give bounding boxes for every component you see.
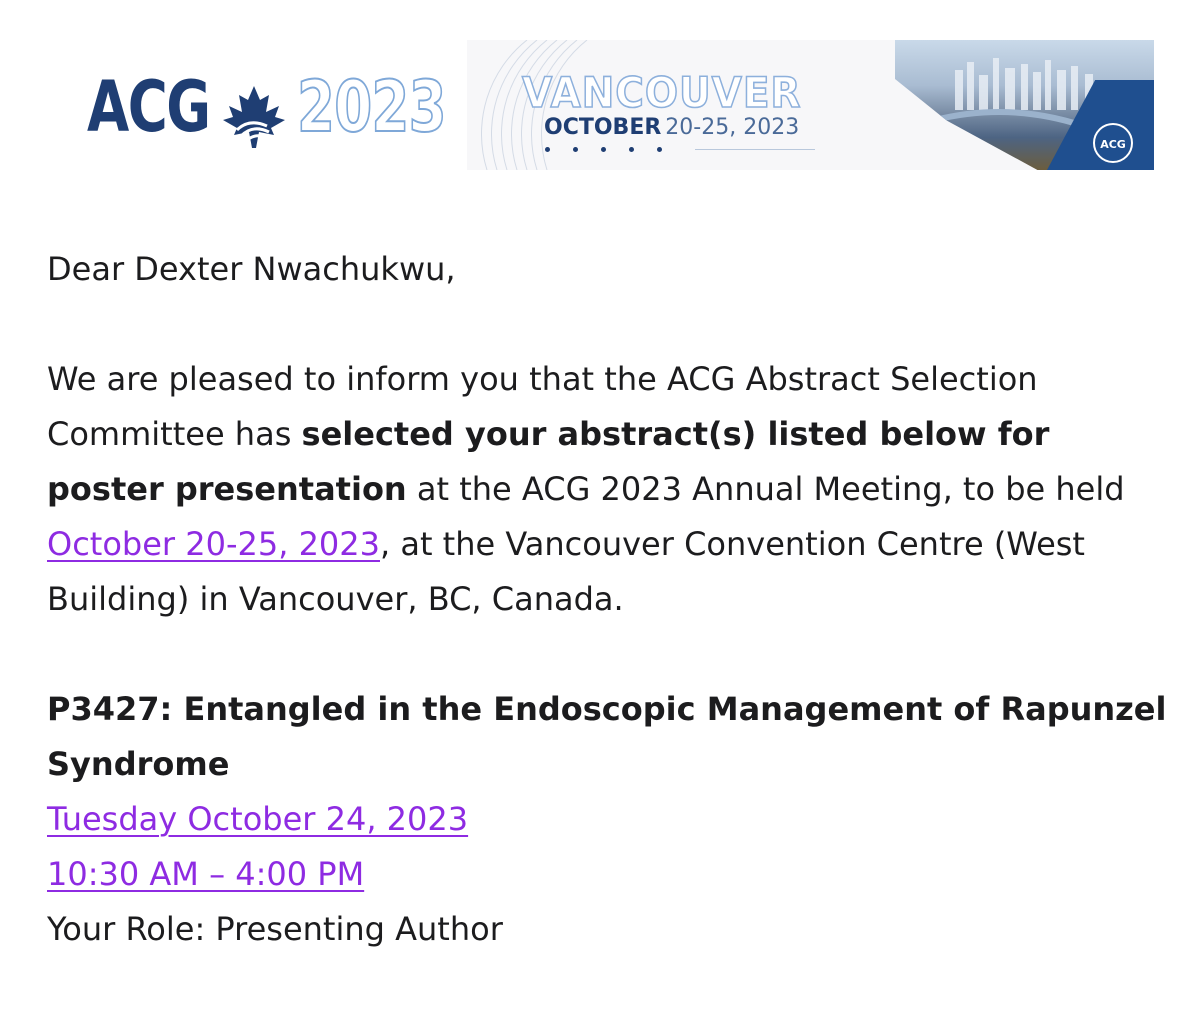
session-time-line [47, 847, 1167, 902]
intro-paragraph [47, 352, 1167, 627]
dot-divider [545, 144, 815, 156]
selection-highlight: selected your abstract(s) listed below for poster presentation [47, 415, 1050, 508]
meeting-dates-link[interactable]: October 20-25, 2023 [47, 525, 380, 563]
intro-text: We are pleased to inform you that the ACG Abstract Selection Committee has [47, 360, 1038, 453]
banner-dates [544, 114, 799, 142]
session-time-link[interactable]: 10:30 AM – 4:00 PM [47, 855, 365, 893]
greeting: Dear Dexter Nwachukwu, [47, 250, 456, 288]
session-date-line [47, 792, 1167, 847]
acg-logo-text: ACG [87, 66, 210, 148]
session-date-link[interactable]: Tuesday October 24, 2023 [47, 800, 469, 838]
acg-badge-icon: ACG [1093, 123, 1133, 163]
year-logo-text: 2023 [297, 66, 446, 148]
event-banner [47, 40, 1154, 170]
abstract-title: P3427: Entangled in the Endoscopic Management of Rapunzel Syndrome [47, 690, 1167, 783]
city-title: VANCOUVER [522, 68, 802, 117]
banner-month: OCTOBER [544, 115, 662, 140]
maple-leaf-icon [219, 82, 289, 152]
presenter-role: Your Role: Presenting Author [47, 910, 503, 948]
banner-days: 20-25, 2023 [665, 115, 800, 140]
venue-text: , at the Vancouver Convention Centre (West Building) in Vancouver, BC, Canada. [47, 525, 1085, 618]
email-body [47, 242, 1167, 957]
meeting-text: at the ACG 2023 Annual Meeting, to be held [406, 470, 1125, 508]
